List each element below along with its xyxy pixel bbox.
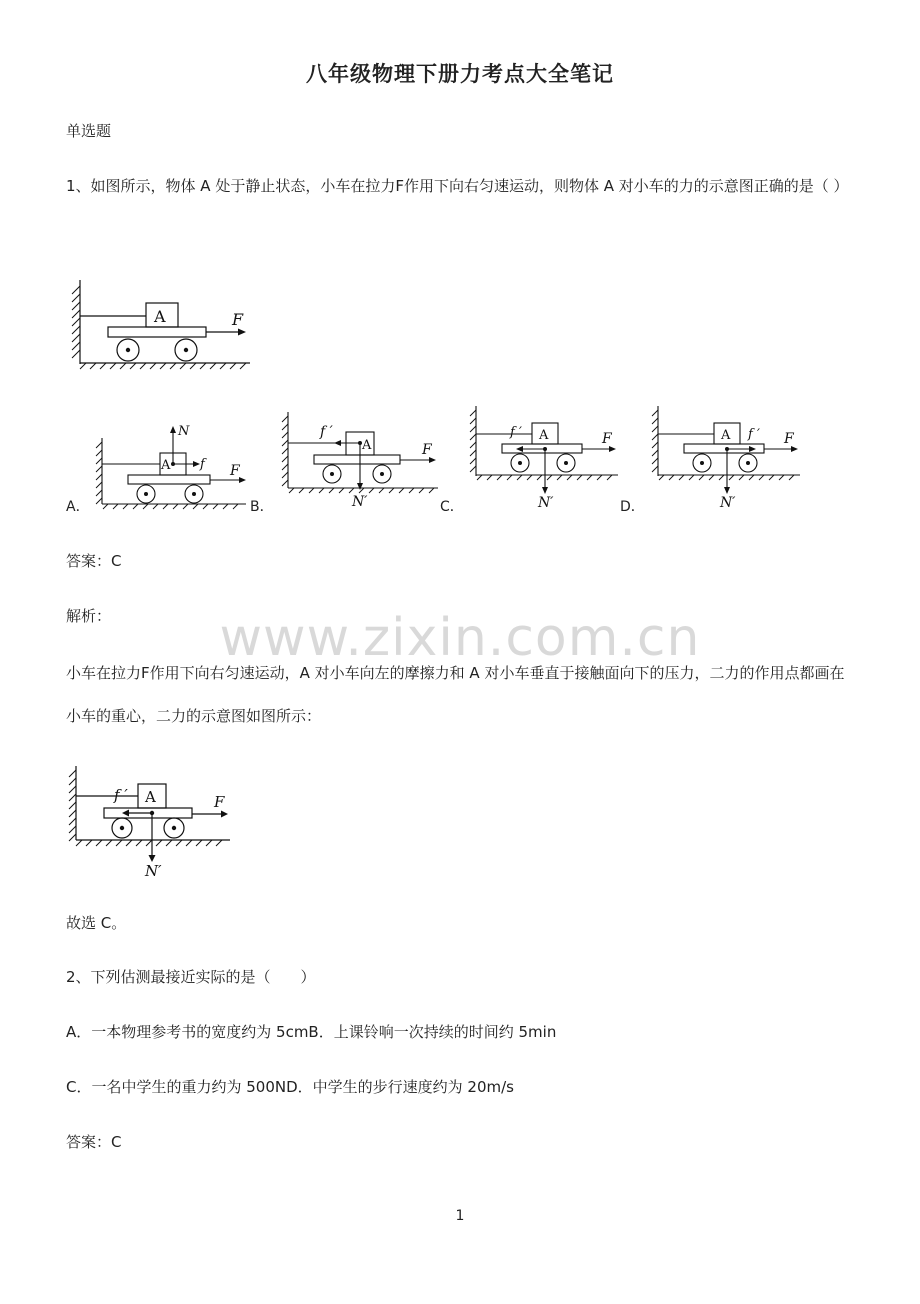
q1-conclusion: 故选 C。 <box>66 914 127 932</box>
force-f-prime-label: f ′ <box>114 786 128 804</box>
watermark: www.zixin.com.cn <box>219 608 701 668</box>
force-f-label: F <box>784 431 794 447</box>
q2-stem: 2、下列估测最接近实际的是（ ） <box>66 968 316 986</box>
force-f-label: F <box>230 463 240 479</box>
block-label: A <box>721 428 731 443</box>
page-number: 1 <box>455 1208 465 1224</box>
option-c-label: C． <box>440 499 464 515</box>
q1-answer: 答案：C <box>66 552 122 570</box>
force-n-prime-label: N′ <box>352 494 368 508</box>
option-a-figure <box>94 420 252 510</box>
section-heading: 单选题 <box>66 122 112 140</box>
block-label: A <box>161 458 171 473</box>
force-n-label: N <box>178 424 190 439</box>
force-f-label: F <box>232 310 244 329</box>
force-f-prime-label: f ′ <box>510 425 522 440</box>
q2-options-line1: A．一本物理参考书的宽度约为 5cmB．上课铃响一次持续的时间约 5min <box>66 1023 557 1041</box>
block-label: A <box>154 307 166 326</box>
page-title: 八年级物理下册力考点大全笔记 <box>306 62 614 86</box>
option-d-figure <box>648 404 806 508</box>
force-f-label: F <box>214 793 225 811</box>
force-n-prime-label: N′ <box>145 862 162 880</box>
block-label: A <box>145 788 156 806</box>
q1-analysis-text: 小车在拉力F作用下向右匀速运动，A 对小车向左的摩擦力和 A 对小车垂直于接触面向下的压力，二力的作用点都画在小车的重心，二力的示意图如图所示： <box>66 664 845 725</box>
force-n-prime-label: N′ <box>538 495 554 508</box>
force-f-small-label: f <box>200 457 205 472</box>
option-b-label: B． <box>250 499 274 515</box>
q1-stem: 1、如图所示，物体 A 处于静止状态，小车在拉力F作用下向右匀速运动，则物体 A 对小车的力的示意图正确的是（ ） <box>66 177 849 195</box>
block-label: A <box>362 438 372 453</box>
option-b-figure <box>278 408 444 508</box>
block-label: A <box>539 428 549 443</box>
force-f-label: F <box>602 431 612 447</box>
option-c-figure <box>466 404 624 508</box>
q1-analysis-label: 解析： <box>66 607 112 625</box>
force-n-prime-label: N′ <box>720 495 736 508</box>
force-f-label: F <box>422 442 432 458</box>
q1-main-figure <box>68 278 258 370</box>
analysis-figure <box>66 760 236 880</box>
q2-answer: 答案：C <box>66 1133 122 1151</box>
force-f-prime-label: f ′ <box>748 427 760 442</box>
force-f-prime-label: f ′ <box>320 424 333 440</box>
q2-options-line2: C．一名中学生的重力约为 500ND．中学生的步行速度约为 20m/s <box>66 1078 514 1096</box>
option-d-label: D． <box>620 499 645 515</box>
option-a-label: A． <box>66 499 90 515</box>
